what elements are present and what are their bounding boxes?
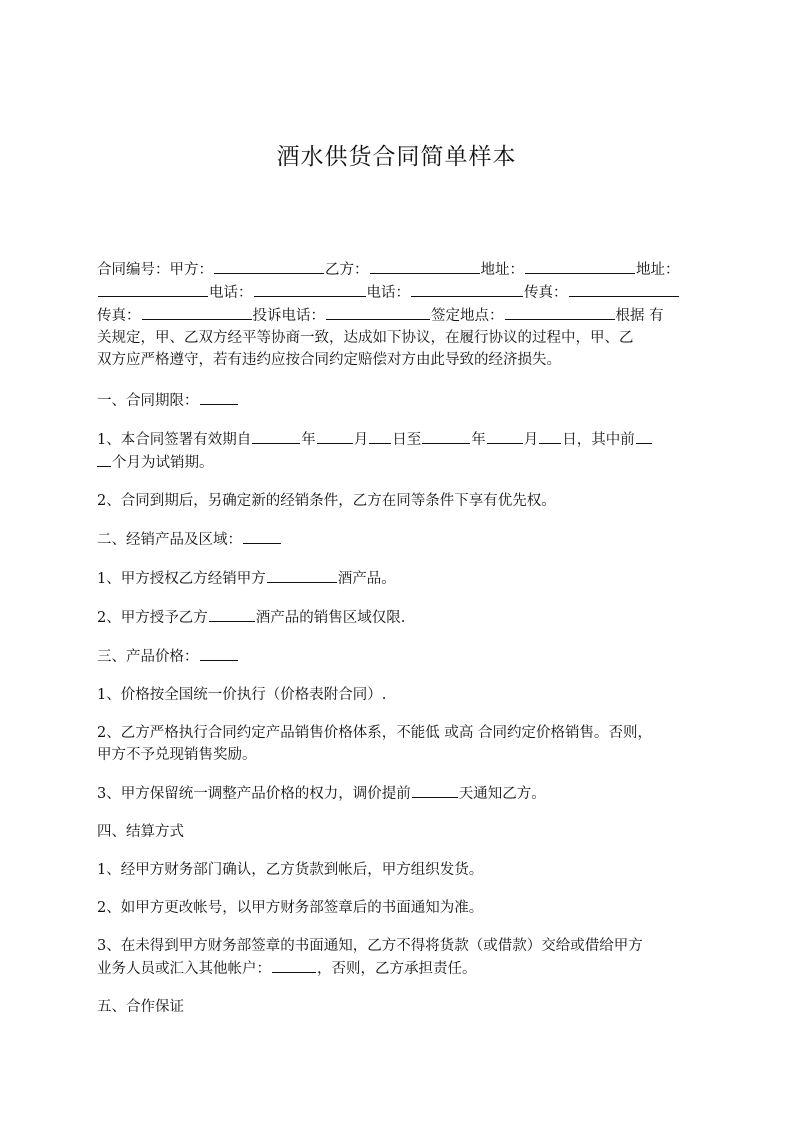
clause-text: 年 bbox=[471, 432, 486, 448]
blank-field[interactable] bbox=[487, 428, 523, 444]
blank-field[interactable] bbox=[200, 645, 238, 661]
blank-field[interactable] bbox=[505, 304, 615, 320]
section-2-heading bbox=[97, 528, 707, 551]
section-1-clause-1 bbox=[97, 428, 707, 451]
blank-field[interactable] bbox=[254, 281, 366, 297]
section-3-clause-1: 1、价格按全国统一价执行（价格表附合同）. bbox=[97, 687, 387, 703]
clause-text: 2、甲方授予乙方 bbox=[97, 610, 208, 626]
intro-line-3 bbox=[97, 304, 707, 327]
blank-field[interactable] bbox=[370, 258, 480, 274]
clause-text: 酒产品的销售区域仅限. bbox=[255, 610, 406, 626]
clause-text: 酒产品。 bbox=[337, 571, 396, 587]
section-1-clause-1-cont bbox=[97, 451, 707, 474]
section-3-clause-2-line-2: 甲方不予兑现销售奖励。 bbox=[97, 747, 257, 763]
clause-text: 天通知乙方。 bbox=[458, 786, 546, 802]
clause-text: 1、甲方授权乙方经销甲方 bbox=[97, 571, 266, 587]
blank-field[interactable] bbox=[539, 428, 561, 444]
clause-text: 月 bbox=[523, 432, 539, 448]
document-title: 酒水供货合同简单样本 bbox=[276, 144, 517, 170]
blank-field[interactable] bbox=[412, 782, 458, 798]
intro-label-address: 地址： bbox=[480, 262, 524, 278]
section-4-clause-3-line-2 bbox=[97, 957, 707, 980]
blank-field[interactable] bbox=[243, 528, 281, 544]
intro-label-phone: 电话： bbox=[209, 285, 253, 301]
clause-text: 月 bbox=[353, 432, 369, 448]
section-heading-text: 二、经销产品及区域： bbox=[97, 532, 242, 548]
section-1-clause-2: 2、合同到期后，另确定新的经销条件，乙方在同等条件下享有优先权。 bbox=[97, 493, 556, 509]
section-4-heading: 四、结算方式 bbox=[97, 824, 184, 840]
intro-line-1 bbox=[97, 258, 707, 281]
intro-line-2 bbox=[97, 281, 707, 304]
intro-label-contract-party-a: 合同编号：甲方： bbox=[97, 262, 213, 278]
section-heading-text: 一、合同期限： bbox=[97, 393, 199, 409]
clause-text: 年 bbox=[301, 432, 316, 448]
clause-text: ，否则，乙方承担责任。 bbox=[317, 961, 477, 977]
section-3-clause-3 bbox=[97, 782, 707, 805]
intro-label-sign-location: 签定地点： bbox=[431, 308, 504, 324]
clause-text: 业务人员或汇入其他帐户： bbox=[97, 961, 271, 977]
blank-field[interactable] bbox=[326, 304, 430, 320]
section-3-clause-2-line-1: 2、乙方严格执行合同约定产品销售价格体系，不能低 或高 合同约定价格销售。否则， bbox=[97, 725, 652, 741]
intro-label-party-b: 乙方： bbox=[325, 262, 369, 278]
intro-label-address: 地址： bbox=[636, 262, 680, 278]
section-3-heading bbox=[97, 645, 707, 668]
section-2-clause-1 bbox=[97, 567, 707, 590]
section-5-heading: 五、合作保证 bbox=[97, 999, 184, 1015]
blank-field[interactable] bbox=[98, 281, 208, 297]
intro-text: 根据 有 bbox=[615, 308, 664, 324]
blank-field[interactable] bbox=[411, 281, 523, 297]
blank-field[interactable] bbox=[569, 281, 679, 297]
blank-field[interactable] bbox=[214, 258, 324, 274]
section-heading-text: 三、产品价格： bbox=[97, 649, 199, 665]
clause-text: 1、本合同签署有效期自 bbox=[97, 432, 252, 448]
intro-label-complaint-phone: 投诉电话： bbox=[252, 308, 325, 324]
blank-field[interactable] bbox=[272, 957, 316, 973]
section-4-clause-3-line-1: 3、在未得到甲方财务部签章的书面通知，乙方不得将货款（或借款）交给或借给甲方 bbox=[97, 938, 643, 954]
intro-line-4: 关规定，甲、乙双方经平等协商一致，达成如下协议，在履行协议的过程中，甲、乙 bbox=[97, 330, 634, 346]
blank-field[interactable] bbox=[252, 428, 300, 444]
clause-text: 日至 bbox=[392, 432, 422, 448]
clause-text: 日，其中前 bbox=[562, 432, 635, 448]
section-2-clause-2 bbox=[97, 606, 707, 629]
blank-field[interactable] bbox=[636, 428, 652, 444]
section-4-clause-2: 2、如甲方更改帐号，以甲方财务部签章后的书面通知为准。 bbox=[97, 900, 484, 916]
contract-body bbox=[97, 258, 707, 1018]
blank-field[interactable] bbox=[209, 606, 255, 622]
section-1-heading bbox=[97, 389, 707, 412]
blank-field[interactable] bbox=[317, 428, 353, 444]
blank-field[interactable] bbox=[267, 567, 337, 583]
intro-label-fax: 传真： bbox=[97, 308, 141, 324]
clause-text: 3、甲方保留统一调整产品价格的权力，调价提前 bbox=[97, 786, 411, 802]
blank-field[interactable] bbox=[422, 428, 470, 444]
intro-line-5: 双方应严格遵守，若有违约应按合同约定赔偿对方由此导致的经济损失。 bbox=[97, 352, 561, 368]
blank-field[interactable] bbox=[200, 389, 238, 405]
blank-field[interactable] bbox=[369, 428, 391, 444]
blank-field[interactable] bbox=[97, 451, 111, 467]
blank-field[interactable] bbox=[142, 304, 252, 320]
section-4-clause-1: 1、经甲方财务部门确认，乙方货款到帐后，甲方组织发货。 bbox=[97, 862, 484, 878]
intro-label-fax: 传真： bbox=[524, 285, 568, 301]
intro-label-phone: 电话： bbox=[366, 285, 410, 301]
blank-field[interactable] bbox=[525, 258, 635, 274]
clause-text: 个月为试销期。 bbox=[112, 455, 214, 471]
